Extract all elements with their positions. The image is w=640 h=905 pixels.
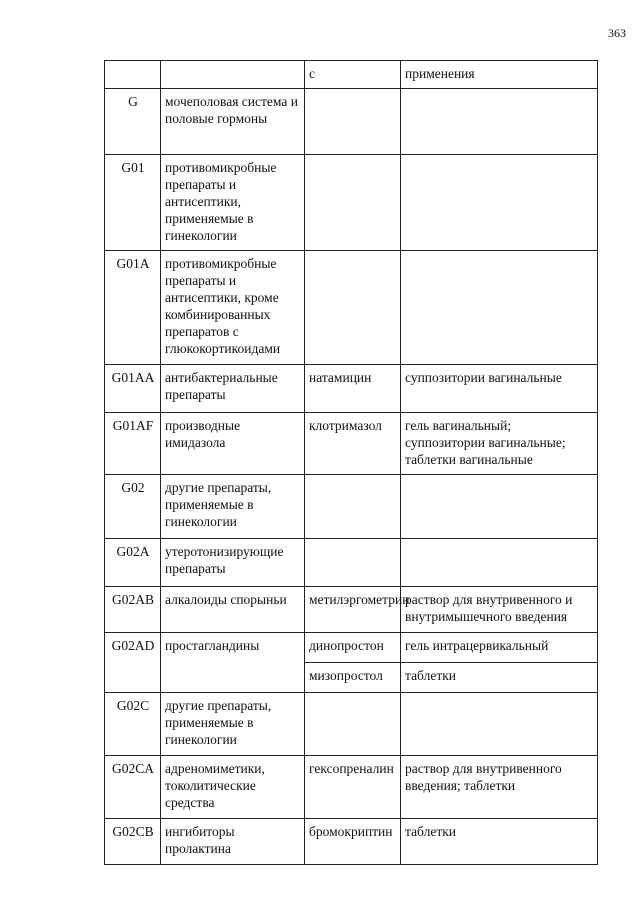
table-row — [105, 693, 598, 756]
table-row — [105, 587, 598, 633]
form-cell: таблетки — [401, 663, 598, 693]
drug-cell — [305, 539, 401, 587]
table-row — [105, 365, 598, 413]
form-cell: гель интрацервикальный — [401, 633, 598, 663]
table-row — [105, 251, 598, 365]
group-cell: другие препараты, применяемые в гинекологии — [161, 475, 305, 539]
atc-code-cell: G02A — [105, 539, 161, 587]
atc-code-cell: G02CA — [105, 756, 161, 819]
group-cell: антибактериальные препараты — [161, 365, 305, 413]
header-cell: применения — [401, 61, 598, 89]
form-cell: гель вагинальный; суппозитории вагинальные; таблетки вагинальные — [401, 413, 598, 475]
group-cell: утеротонизирующие препараты — [161, 539, 305, 587]
atc-code-cell: G02AB — [105, 587, 161, 633]
drug-cell: бромокриптин — [305, 819, 401, 865]
drug-cell — [305, 693, 401, 756]
atc-code-cell: G02CB — [105, 819, 161, 865]
atc-code-cell: G01AF — [105, 413, 161, 475]
group-cell: мочеполовая система и половые гормоны — [161, 89, 305, 155]
page-number: 363 — [608, 26, 626, 40]
table-header-row — [105, 61, 598, 89]
form-cell — [401, 693, 598, 756]
drug-cell: метилэргометрин — [305, 587, 401, 633]
atc-code-cell: G — [105, 89, 161, 155]
drug-cell — [305, 155, 401, 251]
table-row — [105, 633, 598, 663]
atc-code-cell: G01 — [105, 155, 161, 251]
atc-code-cell: G02AD — [105, 633, 161, 693]
form-cell — [401, 251, 598, 365]
group-cell: простагландины — [161, 633, 305, 693]
form-cell — [401, 155, 598, 251]
table-row — [105, 819, 598, 865]
atc-code-cell: G02 — [105, 475, 161, 539]
form-cell: раствор для внутривенного и внутримышечного введения — [401, 587, 598, 633]
drug-cell: гексопреналин — [305, 756, 401, 819]
drug-cell: клотримазол — [305, 413, 401, 475]
table-row — [105, 89, 598, 155]
group-cell: алкалоиды спорыньи — [161, 587, 305, 633]
header-cell: с — [305, 61, 401, 89]
drug-cell: динопростон — [305, 633, 401, 663]
drug-cell: натамицин — [305, 365, 401, 413]
atc-code-cell: G02C — [105, 693, 161, 756]
form-cell — [401, 475, 598, 539]
drug-cell — [305, 475, 401, 539]
drug-cell: мизопростол — [305, 663, 401, 693]
table-row — [105, 475, 598, 539]
form-cell — [401, 89, 598, 155]
group-cell: противомикробные препараты и антисептики, применяемые в гинекологии — [161, 155, 305, 251]
drug-cell — [305, 251, 401, 365]
form-cell: таблетки — [401, 819, 598, 865]
group-cell: производные имидазола — [161, 413, 305, 475]
group-cell: адреномиметики, токолитические средства — [161, 756, 305, 819]
group-cell: противомикробные препараты и антисептики, кроме комбинированных препаратов с глюкокортикоидами — [161, 251, 305, 365]
atc-code-cell: G01A — [105, 251, 161, 365]
drug-cell — [305, 89, 401, 155]
table-row — [105, 413, 598, 475]
header-cell — [105, 61, 161, 89]
table-row — [105, 756, 598, 819]
form-cell: раствор для внутривенного введения; таблетки — [401, 756, 598, 819]
form-cell — [401, 539, 598, 587]
group-cell: ингибиторы пролактина — [161, 819, 305, 865]
table-row — [105, 155, 598, 251]
form-cell: суппозитории вагинальные — [401, 365, 598, 413]
drug-classification-table — [104, 60, 598, 865]
table-row — [105, 539, 598, 587]
group-cell: другие препараты, применяемые в гинекологии — [161, 693, 305, 756]
header-cell — [161, 61, 305, 89]
atc-code-cell: G01AA — [105, 365, 161, 413]
